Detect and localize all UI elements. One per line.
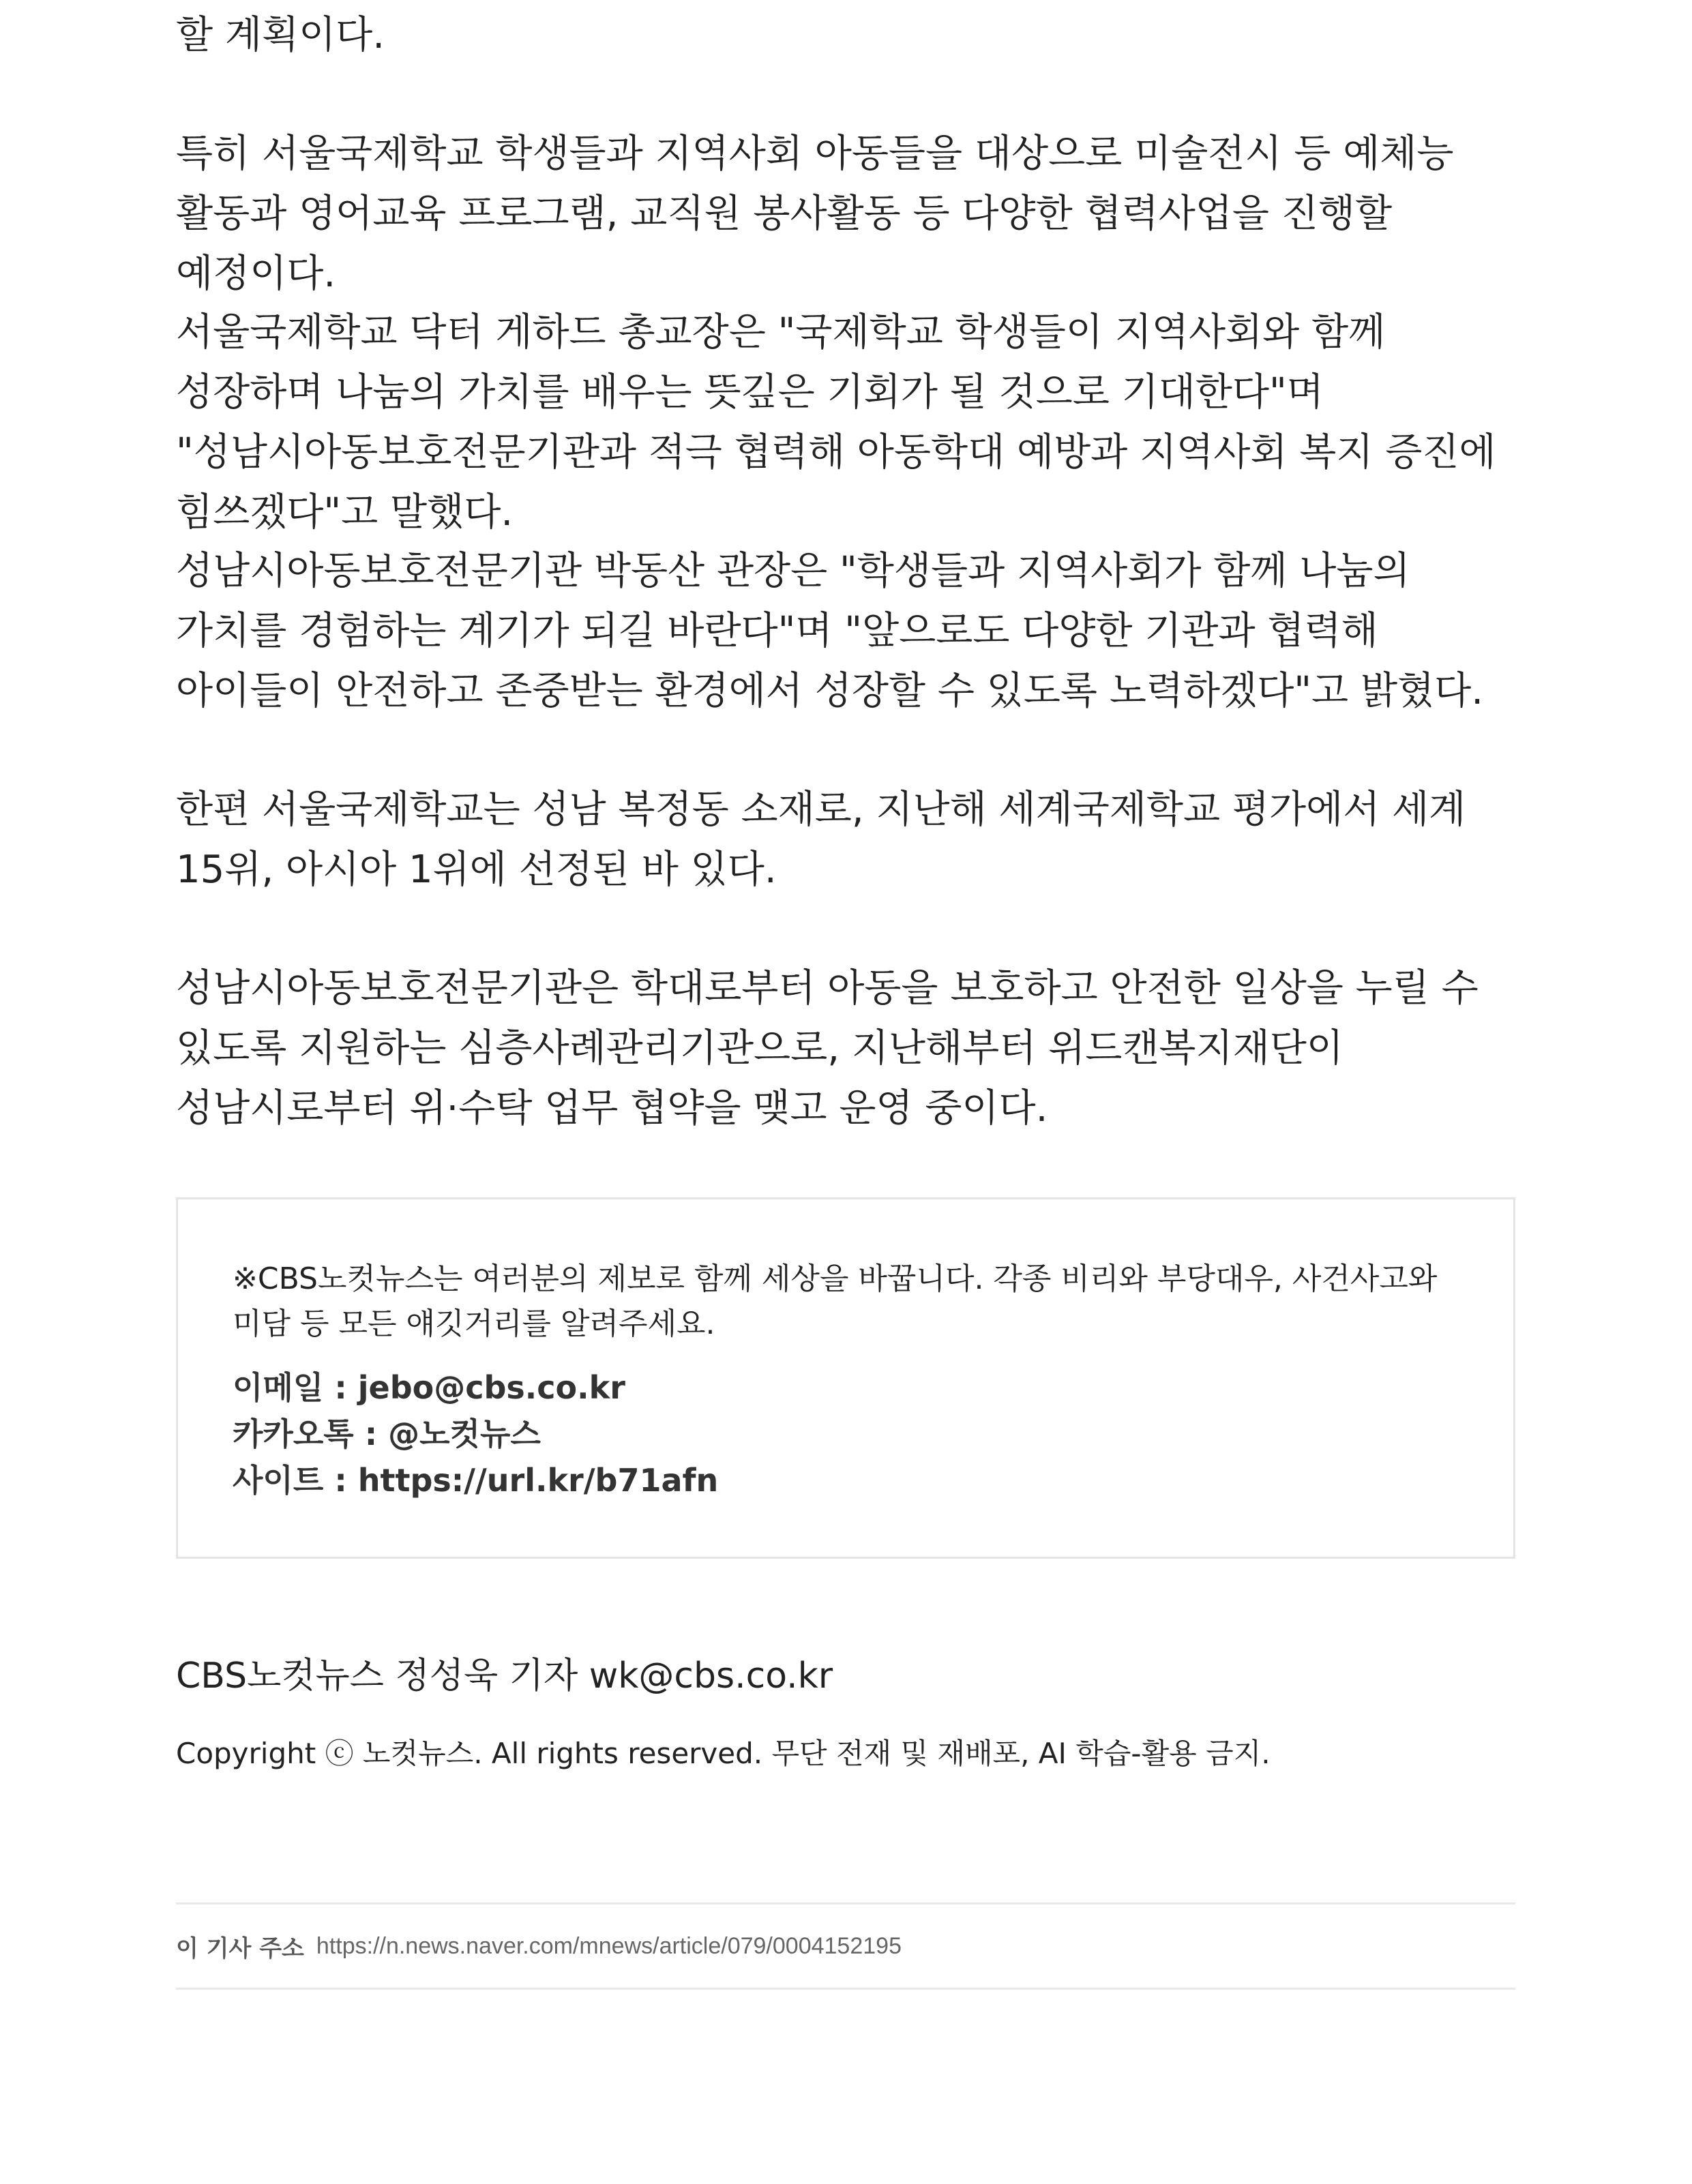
tip-kakaotalk[interactable]: 카카오톡 : @노컷뉴스 <box>233 1416 541 1452</box>
tip-email[interactable]: 이메일 : jebo@cbs.co.kr <box>233 1369 625 1406</box>
article-paragraph: 서울국제학교 닥터 게하드 총교장은 "국제학교 학생들이 지역사회와 함께 성장하며 나눔의 가치를 배우는 뜻깊은 기회가 될 것으로 기대한다"며 "성남시아동보호전문기관과 적극 협력해 아동학대 예방과 지역사회 복지 증진에 힘쓰겠다"고 말했다. <box>176 310 1496 535</box>
tip-notice-text: ※CBS노컷뉴스는 여러분의 제보로 함께 세상을 바꿉니다. 각종 비리와 부당대우, 사건사고와 미담 등 모든 얘깃거리를 알려주세요. <box>233 1261 1438 1341</box>
article-paragraph: 특히 서울국제학교 학생들과 지역사회 아동들을 대상으로 미술전시 등 예체능 활동과 영어교육 프로그램, 교직원 봉사활동 등 다양한 협력사업을 진행할 예정이다. <box>176 132 1454 296</box>
article-address-label: 이 기사 주소 <box>176 1934 304 1962</box>
article-paragraph: 할 계획이다. <box>176 13 385 57</box>
article-address-bar <box>176 1902 1515 1990</box>
article-paragraph: 성남시아동보호전문기관은 학대로부터 아동을 보호하고 안전한 일상을 누릴 수 있도록 지원하는 심층사례관리기관으로, 지난해부터 위드캔복지재단이 성남시로부터 위·수탁 업무 협약을 맺고 운영 중이다. <box>176 966 1479 1131</box>
article-address-url[interactable]: https://n.news.naver.com/mnews/article/079/0004152195 <box>316 1932 902 1959</box>
tip-notice-box <box>176 1197 1515 1559</box>
tip-site[interactable]: 사이트 : https://url.kr/b71afn <box>233 1462 719 1499</box>
reporter-byline: CBS노컷뉴스 정성욱 기자 wk@cbs.co.kr <box>176 1656 833 1696</box>
article-paragraph: 성남시아동보호전문기관 박동산 관장은 "학생들과 지역사회가 함께 나눔의 가치를 경험하는 계기가 되길 바란다"며 "앞으로도 다양한 기관과 협력해 아이들이 안전하고 존중받는 환경에서 성장할 수 있도록 노력하겠다"고 밝혔다. <box>176 549 1484 713</box>
article-paragraph: 한편 서울국제학교는 성남 복정동 소재로, 지난해 세계국제학교 평가에서 세계 15위, 아시아 1위에 선정된 바 있다. <box>176 788 1466 892</box>
copyright-notice: Copyright ⓒ 노컷뉴스. All rights reserved. 무단 전재 및 재배포, AI 학습-활용 금지. <box>176 1737 1271 1770</box>
